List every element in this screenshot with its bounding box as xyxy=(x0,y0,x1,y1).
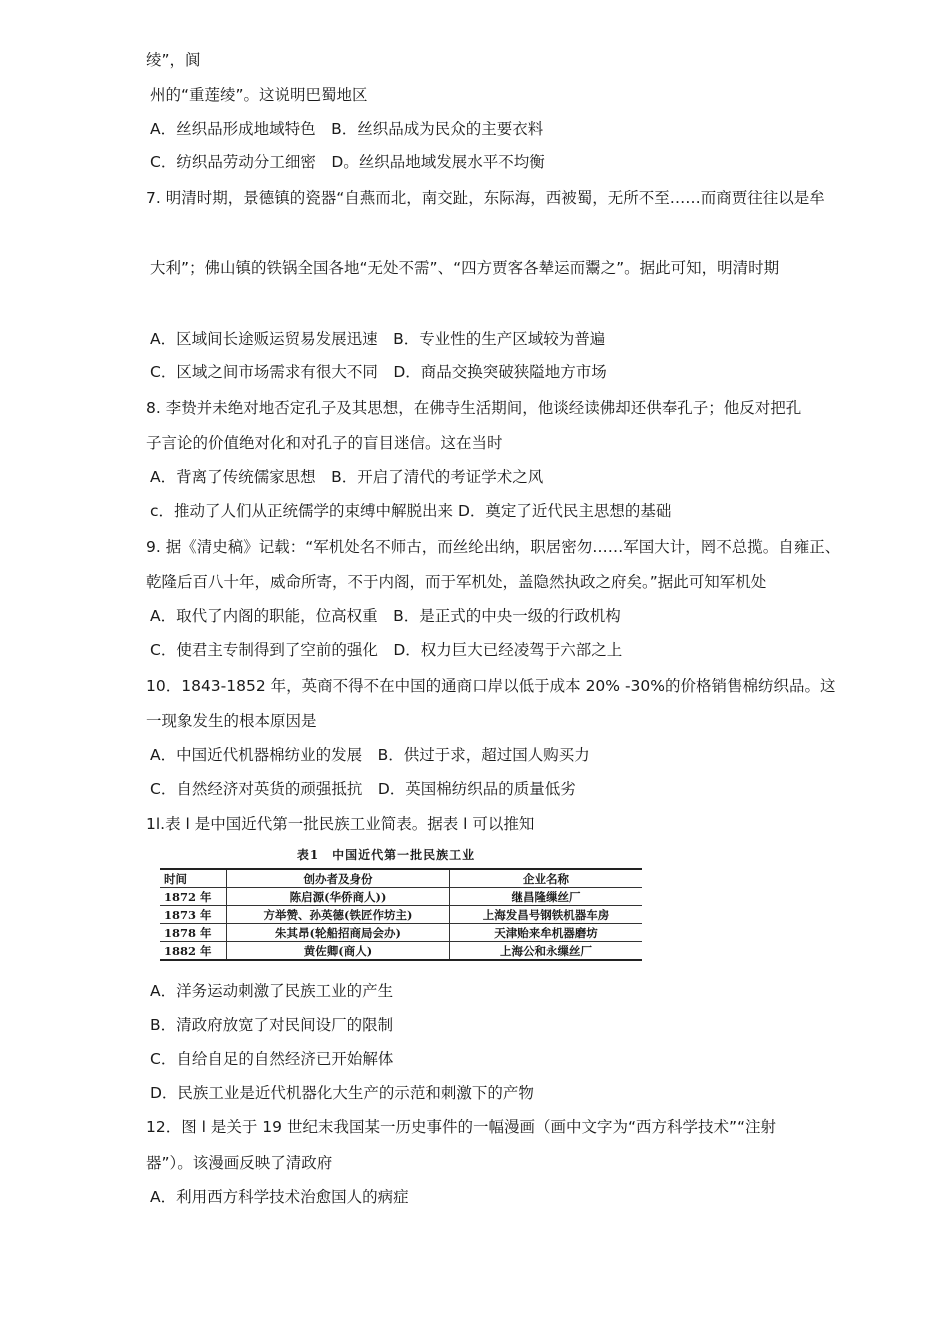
cell-founder: 陈启源(华侨商人)) xyxy=(227,888,450,906)
table-1 xyxy=(160,846,642,961)
q12-option-a: A．利用西方科学技术治愈国人的病症 xyxy=(150,1188,409,1206)
q11-option-b: B．清政府放宽了对民间设厂的限制 xyxy=(150,1016,394,1034)
header-enterprise: 企业名称 xyxy=(450,869,643,888)
q7-stem-1: 7. 明清时期，景德镇的瓷器“自燕而北，南交趾，东际海，西被蜀，无所不至……而商贾往往以是牟 xyxy=(146,189,825,207)
q9-option-ab: A．取代了内阁的职能，位高权重 B．是正式的中央一级的行政机构 xyxy=(150,607,621,625)
industry-table xyxy=(160,868,642,961)
table-header-row xyxy=(160,869,642,888)
line-2: 州的“重莲绫”。这说明巴蜀地区 xyxy=(150,86,368,104)
header-founder: 创办者及身份 xyxy=(227,869,450,888)
cell-time: 1882 年 xyxy=(160,942,227,961)
q11-option-d: D．民族工业是近代机器化大生产的示范和刺激下的产物 xyxy=(150,1084,534,1102)
q10-option-ab: A．中国近代机器棉纺业的发展 B．供过于求，超过国人购买力 xyxy=(150,746,590,764)
cell-enterprise: 上海发昌号钢铁机器车房 xyxy=(450,906,643,924)
q11-stem: 1l.表 l 是中国近代第一批民族工业简表。据表 l 可以推知 xyxy=(146,815,535,833)
table-title: 表1 中国近代第一批民族工业 xyxy=(296,848,476,862)
cell-time: 1872 年 xyxy=(160,888,227,906)
cell-founder: 方举赞、孙英德(铁匠作坊主) xyxy=(227,906,450,924)
q9-stem-2: 乾隆后百八十年，威命所寄，不于内阁，而于军机处，盖隐然执政之府矣。”据此可知军机处 xyxy=(146,573,767,591)
q8-option-cd: c．推动了人们从正统儒学的束缚中解脱出来 D．奠定了近代民主思想的基础 xyxy=(150,502,672,520)
line-1: 绫”，阆 xyxy=(146,51,201,69)
cell-enterprise: 上海公和永缫丝厂 xyxy=(450,942,643,961)
cell-founder: 朱其昂(轮船招商局会办) xyxy=(227,924,450,942)
q9-stem-1: 9. 据《清史稿》记载：“军机处名不师古，而丝纶出纳，职居密勿……军国大计，罔不总揽。自雍正、 xyxy=(146,538,841,556)
cell-enterprise: 继昌隆缫丝厂 xyxy=(450,888,643,906)
header-time: 时间 xyxy=(160,869,227,888)
q12-stem-2: 器”）。该漫画反映了清政府 xyxy=(146,1154,333,1172)
table-row xyxy=(160,942,642,961)
q7-option-cd: C．区域之间市场需求有很大不同 D．商品交换突破狭隘地方市场 xyxy=(150,363,607,381)
q8-stem-1: 8. 李贽并未绝对地否定孔子及其思想，在佛寺生活期间，他谈经读佛却还供奉孔子；他反对把孔 xyxy=(146,399,802,417)
table-row xyxy=(160,888,642,906)
q7-stem-2: 大利”；佛山镇的铁锅全国各地“无处不需”、“四方贾客各辇运而鬻之”。据此可知，明清时期 xyxy=(150,259,780,277)
cell-time: 1878 年 xyxy=(160,924,227,942)
q11-option-c: C．自给自足的自然经济已开始解体 xyxy=(150,1050,394,1068)
q7-option-ab: A．区域间长途贩运贸易发展迅速 B．专业性的生产区域较为普遍 xyxy=(150,330,606,348)
q11-option-a: A．洋务运动刺激了民族工业的产生 xyxy=(150,982,394,1000)
table-row xyxy=(160,906,642,924)
q6-option-cd: C．纺织品劳动分工细密 D。丝织品地域发展水平不均衡 xyxy=(150,153,545,171)
q8-stem-2: 子言论的价值绝对化和对孔子的盲目迷信。这在当时 xyxy=(146,434,503,452)
table-row xyxy=(160,924,642,942)
q10-stem-1: 10．1843-1852 年，英商不得不在中国的通商口岸以低于成本 20% -30%的价格销售棉纺织品。这 xyxy=(146,677,836,695)
q8-option-ab: A．背离了传统儒家思想 B．开启了清代的考证学术之风 xyxy=(150,468,544,486)
q12-stem-1: 12．图 l 是关于 19 世纪末我国某一历史事件的一幅漫画（画中文字为“西方科学技术”“注射 xyxy=(146,1118,777,1136)
q6-option-ab: A．丝织品形成地域特色 B．丝织品成为民众的主要衣料 xyxy=(150,120,544,138)
q10-option-cd: C．自然经济对英货的顽强抵抗 D．英国棉纺织品的质量低劣 xyxy=(150,780,576,798)
q9-option-cd: C．使君主专制得到了空前的强化 D．权力巨大已经凌驾于六部之上 xyxy=(150,641,623,659)
q10-stem-2: 一现象发生的根本原因是 xyxy=(146,712,317,730)
cell-time: 1873 年 xyxy=(160,906,227,924)
cell-enterprise: 天津贻来牟机器磨坊 xyxy=(450,924,643,942)
cell-founder: 黄佐卿(商人) xyxy=(227,942,450,961)
